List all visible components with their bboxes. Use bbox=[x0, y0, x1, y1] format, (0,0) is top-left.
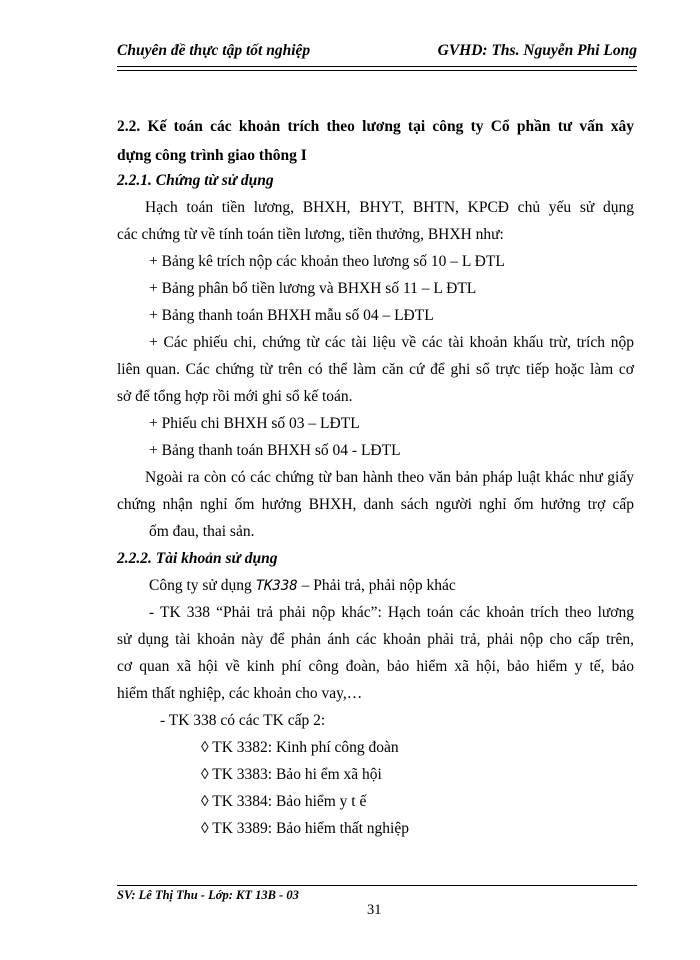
paragraph-line: cơ quan xã hội về kinh phí công đoàn, bảo hiểm xã hội, bảo hiểm y tế, bảo bbox=[117, 658, 634, 675]
text-run: – Phải trả, phải nộp khác bbox=[297, 577, 456, 594]
heading-2-2-1: 2.2.1. Chứng từ sử dụng bbox=[117, 172, 274, 189]
header-document-type: Chuyên đề thực tập tốt nghiệp bbox=[117, 42, 311, 59]
list-item: + Bảng kê trích nộp các khoản theo lương số 10 – L ĐTL bbox=[149, 253, 505, 270]
page-number: 31 bbox=[367, 902, 382, 918]
list-item: + Bảng thanh toán BHXH số 04 - LĐTL bbox=[149, 442, 401, 459]
section-title-line-1: 2.2. Kế toán các khoản trích theo lương tại công ty Cổ phần tư vấn xây bbox=[117, 118, 634, 135]
list-item: + Các phiếu chi, chứng từ các tài liệu về các tài khoản khấu trừ, trích nộp bbox=[149, 334, 634, 351]
account-item: ◊ TK 3382: Kinh phí công đoàn bbox=[201, 739, 399, 756]
paragraph-line bbox=[149, 577, 456, 595]
paragraph-line: sở để tổng hợp rồi mới ghi sổ kế toán. bbox=[117, 388, 353, 405]
paragraph-line: liên quan. Các chứng từ trên có thể làm căn cứ để ghi sổ trực tiếp hoặc làm cơ bbox=[117, 361, 634, 378]
text-run: Công ty sử dụng bbox=[149, 577, 256, 594]
paragraph-line: hiểm thất nghiệp, các khoản cho vay,… bbox=[117, 685, 363, 702]
paragraph-line: Ngoài ra còn có các chứng từ ban hành theo văn bản pháp luật khác như giấy bbox=[145, 469, 634, 486]
footer-rule bbox=[117, 885, 637, 886]
account-item: ◊ TK 3383: Bảo hi ểm xã hội bbox=[201, 766, 382, 783]
header-rule-top bbox=[117, 66, 637, 67]
account-item: ◊ TK 3384: Bảo hiểm y t ế bbox=[201, 793, 367, 810]
account-code: TK338 bbox=[255, 578, 298, 594]
section-title-line-2: dựng công trình giao thông I bbox=[117, 147, 307, 164]
heading-2-2-2: 2.2.2. Tài khoản sử dụng bbox=[117, 550, 278, 567]
header-supervisor: GVHD: Ths. Nguyễn Phi Long bbox=[437, 42, 637, 59]
list-item: + Bảng thanh toán BHXH mẫu số 04 – LĐTL bbox=[149, 307, 434, 324]
list-item: + Bảng phân bổ tiền lương và BHXH số 11 – L ĐTL bbox=[149, 280, 477, 297]
paragraph-line: sử dụng tài khoản này để phản ánh các khoản phải trả, phải nộp cho cấp trên, bbox=[117, 631, 634, 648]
paragraph-line: - TK 338 có các TK cấp 2: bbox=[160, 712, 326, 729]
list-item: + Phiếu chi BHXH số 03 – LĐTL bbox=[149, 415, 360, 432]
account-item: ◊ TK 3389: Bảo hiểm thất nghiệp bbox=[201, 820, 409, 837]
page-footer bbox=[117, 880, 637, 940]
footer-student: SV: Lê Thị Thu - Lớp: KT 13B - 03 bbox=[117, 888, 299, 902]
header-rule-bottom bbox=[117, 70, 637, 71]
paragraph-line: - TK 338 “Phải trả phải nộp khác”: Hạch toán các khoản trích theo lương bbox=[149, 604, 634, 621]
paragraph-line: chứng nhận nghỉ ốm hưởng BHXH, danh sách người nghỉ ốm hưởng trợ cấp bbox=[117, 496, 634, 513]
paragraph-line: các chứng từ về tính toán tiền lương, tiền thưởng, BHXH như: bbox=[117, 226, 504, 243]
paragraph-line: Hạch toán tiền lương, BHXH, BHYT, BHTN, KPCĐ chủ yếu sử dụng bbox=[145, 199, 634, 216]
paragraph-line: ốm đau, thai sản. bbox=[149, 523, 255, 540]
page-header bbox=[117, 30, 637, 62]
